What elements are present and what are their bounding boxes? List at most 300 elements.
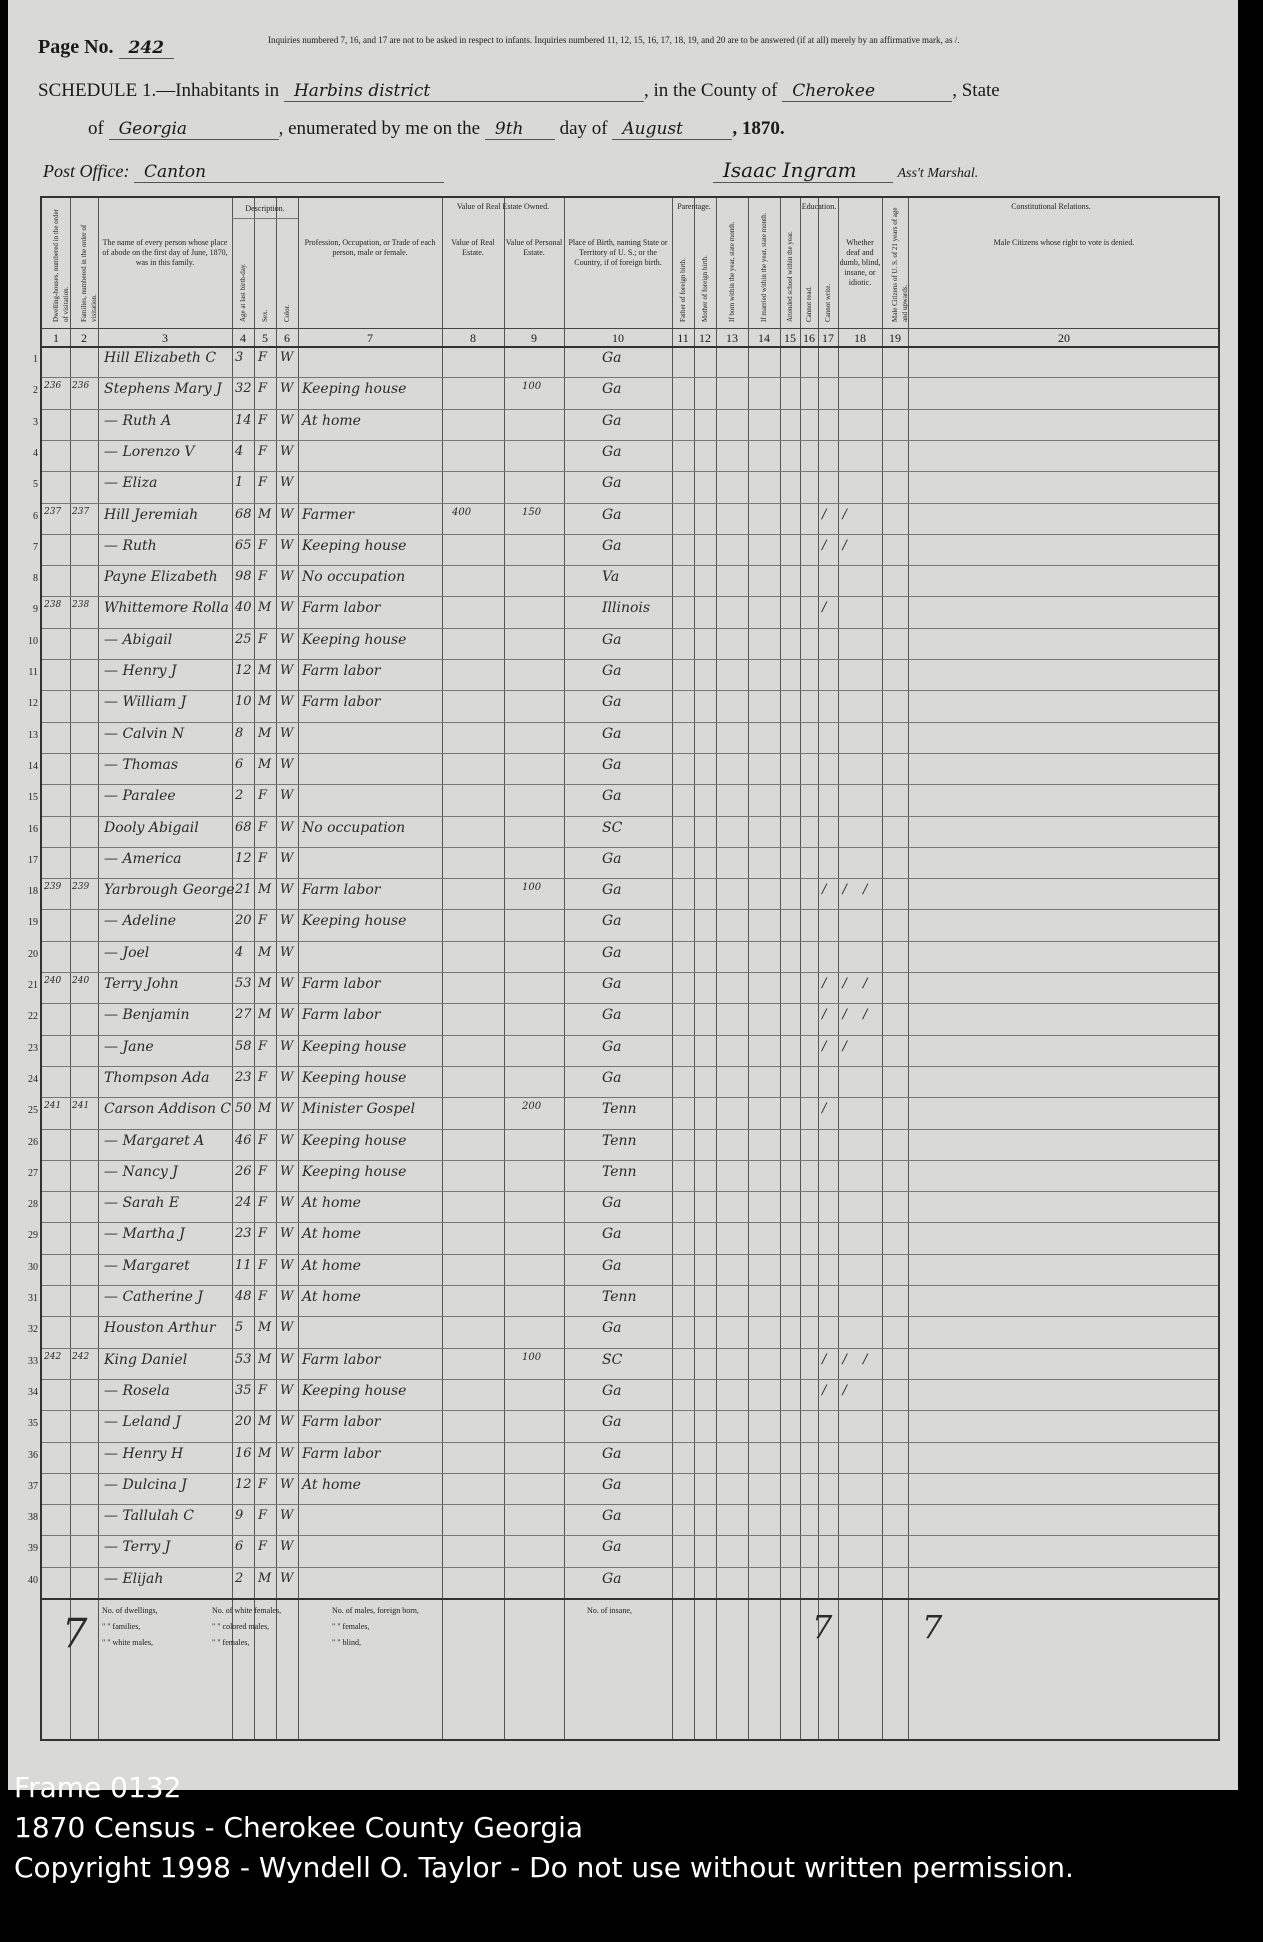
sex: F [258,1226,268,1242]
column-number-8: 8 [470,331,476,345]
line-number: 9 [33,604,38,616]
post-office-line [43,158,978,183]
affirmative-marks: / / [822,1382,853,1398]
color: W [280,1382,294,1398]
sex: F [258,1069,268,1085]
column-heading-18: Whether deaf and dumb, blind, insane, or idiotic. [839,238,881,287]
line-number: 34 [28,1386,38,1398]
column-number-19: 19 [889,331,901,345]
person-name: — Henry J [104,663,177,679]
line-number: 29 [28,1230,38,1242]
row-divider [42,1285,1218,1286]
column-heading-3: The name of every person whose place of abode on the first day of June, 1870, was in this family. [102,238,228,267]
sex: F [258,1257,268,1273]
row-divider [42,596,1218,597]
page-number-value: 242 [119,38,175,59]
dwelling-number: 241 [44,1101,62,1112]
day-value: 9th [485,119,555,140]
state-value: Georgia [109,119,279,140]
age: 2 [235,1570,244,1586]
sex: F [258,1195,268,1211]
personal-estate-value: 150 [522,506,542,518]
line-number: 8 [33,573,38,585]
county-label: , in the County of [643,80,778,101]
affirmative-marks: / / [822,506,853,522]
occupation: Farm labor [302,976,381,992]
column-number-20: 20 [1058,331,1070,345]
column-divider [504,198,505,1739]
sex: F [258,1038,268,1054]
color: W [280,756,294,772]
occupation: Farm labor [302,882,381,899]
totals-label: No. of white females, [212,1606,282,1615]
dwelling-number: 239 [44,882,62,893]
row-divider [42,878,1218,879]
row-divider [42,471,1218,472]
age: 20 [235,913,252,929]
place-of-birth: SC [602,1351,623,1368]
place-of-birth: Ga [602,475,622,492]
sex: F [258,1382,268,1398]
age: 3 [235,350,244,365]
color: W [280,1320,294,1336]
line-number: 6 [33,510,38,522]
person-name: Whittemore Rolla [104,600,229,617]
column-number-16: 16 [803,331,815,345]
column-heading-2: Families, numbered in the order of visitation. [80,224,98,322]
line-number: 22 [28,1011,38,1023]
occupation: No occupation [302,819,406,836]
sex: F [258,1289,268,1304]
sex: F [258,443,268,459]
occupation: At home [302,1226,361,1243]
age: 12 [235,1476,252,1492]
column-number-divider [42,346,1218,348]
age: 16 [235,1445,252,1461]
occupation: Keeping house [302,631,407,648]
sex: F [258,788,268,804]
row-divider [42,847,1218,848]
age: 21 [235,882,252,898]
county-value: Cherokee [782,81,952,102]
person-name: Stephens Mary J [104,381,222,398]
family-number: 238 [72,600,90,611]
age: 27 [235,1007,252,1023]
line-number: 20 [28,948,38,960]
color: W [280,475,294,491]
color: W [280,1226,294,1242]
place-of-birth: Ga [602,1382,622,1399]
person-name: Payne Elizabeth [104,569,218,586]
column-number-11: 11 [677,331,689,345]
census-table [28,196,1220,1741]
row-divider [42,1129,1218,1130]
personal-estate-value: 100 [522,882,542,894]
row-divider [42,909,1218,910]
person-name: — Rosela [104,1382,170,1399]
age: 4 [235,443,244,459]
place-of-birth: Ga [602,756,622,773]
age: 35 [235,1382,252,1398]
column-divider [882,198,883,1739]
schedule-line [38,80,1000,102]
occupation: Keeping house [302,1038,407,1055]
column-divider [98,198,99,1739]
age: 48 [235,1289,252,1304]
color: W [280,1570,294,1586]
sex: F [258,1163,268,1179]
person-name: Yarbrough George [104,882,235,899]
color: W [280,1038,294,1054]
color: W [280,1508,294,1524]
age: 24 [235,1195,252,1211]
image-caption [14,1768,1074,1888]
person-name: — Adeline [104,913,177,930]
age: 20 [235,1414,252,1430]
line-number: 36 [28,1449,38,1461]
person-name: Houston Arthur [104,1320,216,1337]
age: 8 [235,725,244,741]
line-number: 21 [28,980,38,991]
sex: F [258,412,268,428]
sex: F [258,850,268,866]
row-divider [42,409,1218,410]
line-number: 2 [33,385,38,397]
sex: F [258,913,268,929]
person-name: Hill Elizabeth C [104,350,217,366]
age: 68 [235,506,252,522]
occupation: At home [302,1476,361,1493]
place-of-birth: Ga [602,1195,622,1212]
place-of-birth: Ga [602,725,622,742]
line-number: 30 [28,1261,38,1273]
color: W [280,600,294,616]
sex: M [258,1007,272,1023]
place-of-birth: Ga [602,1038,622,1055]
sex: M [258,694,272,710]
person-name: — Elijah [104,1570,164,1587]
person-name: — Benjamin [104,1007,190,1024]
family-number: 241 [72,1101,90,1112]
line-number: 18 [28,886,38,898]
line-number: 26 [28,1136,38,1148]
marshal-title: Ass't Marshal. [897,166,979,181]
person-name: Dooly Abigail [104,819,199,836]
sex: M [258,506,272,522]
person-name: — Terry J [104,1539,171,1556]
place-of-birth: Va [602,569,620,586]
place-of-birth: Ga [602,1414,622,1431]
line-number: 15 [28,792,38,804]
column-heading-15: Attended school within the year. [786,231,794,322]
place-of-birth: Ga [602,412,622,429]
color: W [280,944,294,960]
sex: F [258,475,268,491]
year-label: , 1870. [732,118,785,139]
place-of-birth: Ga [602,850,622,867]
column-divider [748,198,749,1739]
line-number: 32 [28,1324,38,1336]
occupation: At home [302,412,361,429]
occupation: Farmer [302,506,355,523]
row-divider [42,1222,1218,1223]
color: W [280,537,294,553]
row-divider [42,377,1218,378]
column-number-15: 15 [784,331,796,345]
column-number-6: 6 [284,331,290,345]
sex: F [258,381,268,397]
line-number: 38 [28,1512,38,1524]
line-number: 25 [28,1105,38,1117]
family-number: 242 [72,1351,90,1362]
totals-label: " " females, [332,1622,370,1631]
row-divider [42,753,1218,754]
totals-label: " " blind, [332,1638,361,1647]
line-number: 23 [28,1042,38,1054]
occupation: Farm labor [302,600,381,617]
occupation: Farm labor [302,663,381,679]
row-divider [42,1379,1218,1380]
personal-estate-value: 100 [522,381,542,393]
column-number-3: 3 [162,331,168,345]
occupation: At home [302,1195,361,1212]
color: W [280,1476,294,1492]
person-name: Terry John [104,976,179,992]
place-of-birth: Ga [602,1445,622,1462]
row-divider [42,972,1218,973]
place-of-birth: Ga [602,1257,622,1274]
column-divider [70,198,71,1739]
color: W [280,1195,294,1211]
census-sheet [8,0,1238,1790]
person-name: — America [104,850,182,867]
place-of-birth: Ga [602,631,622,648]
occupation: At home [302,1257,361,1274]
sex: F [258,1508,268,1524]
place-of-birth: Tenn [602,1163,637,1180]
place-of-birth: Ga [602,1476,622,1493]
place-of-birth: Tenn [602,1132,637,1149]
place-of-birth: Tenn [602,1101,637,1118]
sex: M [258,1320,272,1336]
person-name: — Henry H [104,1445,184,1462]
age: 11 [235,1257,252,1273]
month-value: August [612,119,732,140]
line-number: 11 [28,667,38,678]
affirmative-marks: / [822,600,833,616]
color: W [280,1289,294,1304]
column-19-total: 7 [922,1608,943,1646]
column-heading-5: Sex. [261,309,269,322]
color: W [280,976,294,991]
totals-label: " " females, [212,1638,250,1647]
line-number: 31 [28,1293,38,1304]
place-of-birth: Ga [602,1320,622,1337]
occupation: Farm labor [302,1351,381,1368]
enumerated-label: , enumerated by me on the [278,118,481,139]
column-divider [254,198,255,1739]
copyright-notice: Copyright 1998 - Wyndell O. Taylor - Do not use without written permission. [14,1851,1074,1884]
age: 53 [235,1351,252,1367]
column-divider [276,198,277,1739]
color: W [280,506,294,522]
place-of-birth: Ga [602,381,622,398]
age: 1 [235,475,244,491]
sex: M [258,600,272,616]
column-divider [298,198,299,1739]
sex: M [258,663,272,678]
column-number-9: 9 [531,331,537,345]
marshal-signature: Isaac Ingram [713,158,893,183]
column-number-4: 4 [240,331,246,345]
age: 65 [235,537,252,553]
color: W [280,694,294,710]
age: 68 [235,819,252,835]
sex: F [258,1476,268,1492]
row-divider [42,1066,1218,1067]
column-divider [694,198,695,1739]
occupation: No occupation [302,569,406,586]
age: 58 [235,1038,252,1054]
color: W [280,412,294,428]
column-divider [232,198,233,1739]
color: W [280,663,294,678]
affirmative-marks: / [822,1101,833,1117]
row-divider [42,690,1218,691]
column-number-14: 14 [758,331,770,345]
row-divider [42,816,1218,817]
totals-label: No. of males, foreign born, [332,1606,419,1615]
row-divider [42,941,1218,942]
sex: F [258,537,268,553]
header-divider [42,328,1218,329]
occupation: Keeping house [302,913,407,930]
place-of-birth: Ga [602,788,622,805]
column-number-18: 18 [854,331,866,345]
row-divider [42,1598,1218,1600]
occupation: Farm labor [302,1445,381,1462]
line-number: 39 [28,1543,38,1555]
column-number-13: 13 [726,331,738,345]
person-name: — Catherine J [104,1289,203,1305]
totals-label: " " families, [102,1622,141,1631]
place-of-birth: Tenn [602,1289,637,1305]
affirmative-marks: / / [822,537,853,553]
line-number: 14 [28,760,38,772]
person-name: — Nancy J [104,1163,178,1180]
row-divider [42,1410,1218,1411]
person-name: Hill Jeremiah [104,506,199,523]
age: 23 [235,1226,252,1242]
line-number: 33 [28,1355,38,1367]
place-of-birth: Ga [602,663,622,679]
column-heading-16: Cannot read. [805,286,813,322]
column-heading-8: Value of Real Estate. [451,238,495,257]
color: W [280,819,294,835]
column-divider [908,198,909,1739]
column-divider [564,198,565,1739]
group-header-underline [232,218,298,219]
column-divider [838,198,839,1739]
age: 40 [235,600,252,616]
line-number: 35 [28,1418,38,1430]
occupation: Keeping house [302,1069,407,1086]
state-label: , State [952,80,1000,101]
affirmative-marks: / / [822,1038,853,1054]
schedule-label: SCHEDULE 1.—Inhabitants in [38,80,280,101]
line-number: 27 [28,1167,38,1179]
instructions-text: Inquiries numbered 7, 16, and 17 are not to be asked in respect to infants. Inquiries numbered 11, 12, 15, 16, 17, 18, 19, and 20 are to be answered (if at all) merely by an affirmative mark, as /. [268,35,960,45]
frame-label: Frame 0132 [14,1771,182,1804]
column-number-12: 12 [699,331,711,345]
age: 26 [235,1163,252,1179]
age: 50 [235,1101,252,1117]
sex: M [258,976,272,991]
place-of-birth: Ga [602,944,622,961]
row-divider [42,1316,1218,1317]
caption-title: 1870 Census - Cherokee County Georgia [14,1811,584,1844]
row-divider [42,1442,1218,1443]
sex: F [258,819,268,835]
personal-estate-value: 200 [522,1101,542,1113]
occupation: Keeping house [302,1382,407,1399]
person-name: — Lorenzo V [104,443,195,460]
person-name: — Margaret A [104,1132,205,1149]
column-number-1: 1 [53,331,59,345]
color: W [280,350,294,365]
person-name: — Martha J [104,1226,185,1243]
column-heading-6: Color. [283,304,291,322]
color: W [280,443,294,459]
color: W [280,725,294,741]
row-divider [42,1097,1218,1098]
age: 46 [235,1132,252,1148]
sex: M [258,1351,272,1367]
row-divider [42,722,1218,723]
person-name: — Eliza [104,475,158,492]
color: W [280,1257,294,1273]
column-divider [442,198,443,1739]
row-divider [42,784,1218,785]
person-name: — Thomas [104,756,179,773]
column-number-7: 7 [367,331,373,345]
sex: M [258,1570,272,1586]
color: W [280,1069,294,1085]
color: W [280,1101,294,1117]
line-number: 37 [28,1480,38,1492]
sex: M [258,725,272,741]
age: 12 [235,663,252,678]
line-number: 16 [28,823,38,835]
line-number: 12 [28,698,38,710]
line-number: 13 [28,729,38,741]
totals-label: No. of insane, [587,1606,632,1615]
color: W [280,381,294,397]
line-number: 10 [28,635,38,647]
group-header-constitutional: Constitutional Relations. [1011,202,1091,211]
occupation: At home [302,1289,361,1305]
sex: M [258,1414,272,1430]
person-name: — Ruth [104,537,157,554]
totals-label: " " colored males, [212,1622,270,1631]
group-header-description: Description. [245,204,285,213]
place-of-birth: Ga [602,882,622,899]
dwelling-number: 238 [44,600,62,611]
occupation: Keeping house [302,1132,407,1149]
totals-label: No. of dwellings, [102,1606,158,1615]
family-number: 236 [72,381,90,392]
column-heading-1: Dwelling-houses, numbered in the order of visitation. [52,209,70,322]
